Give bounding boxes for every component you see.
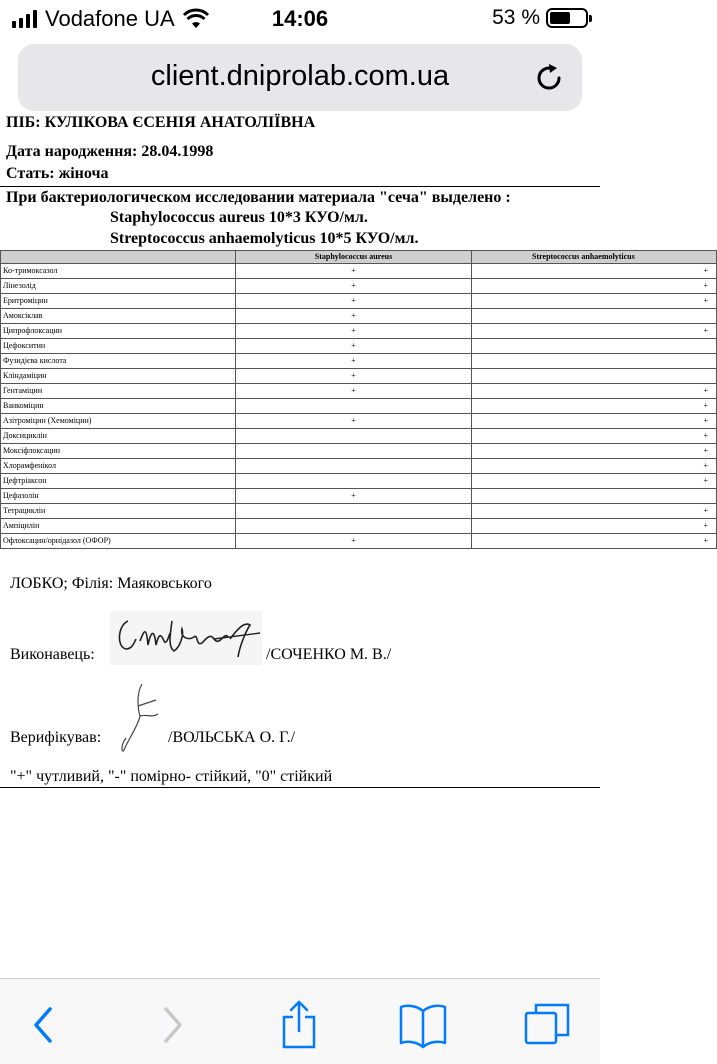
strep-result: + xyxy=(472,399,717,414)
staph-result: + xyxy=(236,414,472,429)
patient-name-line: ПІБ: КУЛІКОВА ЄСЕНІЯ АНАТОЛІЇВНА xyxy=(6,114,316,131)
table-header: Streptococcus anhaemolyticus xyxy=(472,251,717,264)
staph-result xyxy=(236,474,472,489)
strep-result: + xyxy=(472,429,717,444)
antibiotic-name: Лінезолід xyxy=(1,279,236,294)
antibiogram-table xyxy=(0,250,717,549)
organism-1: Staphylococcus aureus 10*3 КУО/мл. xyxy=(110,209,368,226)
status-bar xyxy=(0,0,600,38)
chevron-right-icon[interactable] xyxy=(148,1001,198,1049)
reload-icon[interactable] xyxy=(532,61,566,95)
finding-text: При бактериологическом исследовании материала "сеча" выделено : xyxy=(6,189,511,206)
staph-result: + xyxy=(236,384,472,399)
antibiotic-name: Еритроміцин xyxy=(1,294,236,309)
antibiotic-name: Гентаміцин xyxy=(1,384,236,399)
strep-result: + xyxy=(472,414,717,429)
performer-name: /СОЧЕНКО М. В./ xyxy=(266,646,392,663)
browser-toolbar xyxy=(0,978,600,1064)
strep-result xyxy=(472,489,717,504)
performer-label: Виконавець: xyxy=(10,646,95,663)
table-row xyxy=(1,309,717,324)
staph-result: + xyxy=(236,369,472,384)
table-row xyxy=(1,399,717,414)
table-header-row xyxy=(1,251,717,264)
strep-result: + xyxy=(472,534,717,549)
staph-result xyxy=(236,399,472,414)
antibiotic-name: Ампіцилін xyxy=(1,519,236,534)
strep-result: + xyxy=(472,294,717,309)
table-row xyxy=(1,519,717,534)
antibiotic-name: Азітроміцин (Хемоміцин) xyxy=(1,414,236,429)
antibiotic-name: Цефазолін xyxy=(1,489,236,504)
antibiotic-name: Тетрациклін xyxy=(1,504,236,519)
staph-result: + xyxy=(236,339,472,354)
strep-result: + xyxy=(472,474,717,489)
table-row xyxy=(1,339,717,354)
staph-result xyxy=(236,519,472,534)
table-row xyxy=(1,279,717,294)
divider xyxy=(0,186,600,187)
birth-date: Дата народження: 28.04.1998 xyxy=(6,143,214,160)
battery-percent: 53 % xyxy=(492,6,540,29)
table-header xyxy=(1,251,236,264)
address-bar[interactable] xyxy=(18,44,582,111)
table-row xyxy=(1,264,717,279)
sex: Стать: жіноча xyxy=(6,165,109,182)
table-row xyxy=(1,354,717,369)
strep-result: + xyxy=(472,519,717,534)
staph-result: + xyxy=(236,294,472,309)
lab-report xyxy=(0,114,708,978)
table-row xyxy=(1,444,717,459)
table-row xyxy=(1,324,717,339)
url-text[interactable]: client.dniprolab.com.ua xyxy=(150,60,450,92)
table-row xyxy=(1,414,717,429)
verifier-label: Верифікував: xyxy=(10,729,102,746)
strep-result: + xyxy=(472,459,717,474)
sensitivity-legend: "+" чутливий, "-" помірно- стійкий, "0" стійкий xyxy=(10,768,333,785)
strep-result: + xyxy=(472,279,717,294)
antibiotic-name: Цефтріаксон xyxy=(1,474,236,489)
chevron-left-icon[interactable] xyxy=(18,1001,68,1049)
strep-result xyxy=(472,369,717,384)
table-row xyxy=(1,489,717,504)
battery-indicator xyxy=(492,6,588,30)
staph-result: + xyxy=(236,264,472,279)
table-header: Staphylococcus aureus xyxy=(236,251,472,264)
divider xyxy=(0,787,600,788)
antibiotic-name: Ко-тримоксазол xyxy=(1,264,236,279)
antibiotic-name: Моксіфлоксацин xyxy=(1,444,236,459)
branch-info: ЛОБКО; Філія: Маяковського xyxy=(10,575,212,592)
antibiotic-name: Кліндаміцин xyxy=(1,369,236,384)
staph-result: + xyxy=(236,324,472,339)
antibiotic-name: Хлорамфенікол xyxy=(1,459,236,474)
table-row xyxy=(1,369,717,384)
antibiotic-name: Фузидієва кислота xyxy=(1,354,236,369)
staph-result xyxy=(236,429,472,444)
table-row xyxy=(1,294,717,309)
strep-result: + xyxy=(472,324,717,339)
staph-result: + xyxy=(236,279,472,294)
table-row xyxy=(1,459,717,474)
organism-2: Streptococcus anhaemolyticus 10*5 КУО/мл. xyxy=(110,230,419,247)
staph-result xyxy=(236,459,472,474)
share-icon[interactable] xyxy=(274,1001,324,1049)
book-icon[interactable] xyxy=(398,1001,448,1049)
antibiotic-name: Амоксіклав xyxy=(1,309,236,324)
antibiotic-name: Ципрофлоксацин xyxy=(1,324,236,339)
antibiotic-name: Офлоксацин/орнідазол (ОФОР) xyxy=(1,534,236,549)
staph-result xyxy=(236,504,472,519)
carrier-name: Vodafone UA xyxy=(45,6,175,31)
table-row xyxy=(1,429,717,444)
verifier-name: /ВОЛЬСЬКА О. Г./ xyxy=(168,729,296,746)
antibiotic-name: Цефокситин xyxy=(1,339,236,354)
strep-result: + xyxy=(472,444,717,459)
tabs-icon[interactable] xyxy=(522,1001,572,1049)
antibiotic-name: Доксициклін xyxy=(1,429,236,444)
staph-result: + xyxy=(236,354,472,369)
strep-result: + xyxy=(472,504,717,519)
table-row xyxy=(1,504,717,519)
performer-signature xyxy=(110,611,262,665)
strep-result xyxy=(472,339,717,354)
verifier-signature xyxy=(116,680,166,756)
battery-icon xyxy=(546,8,588,28)
staph-result xyxy=(236,444,472,459)
staph-result: + xyxy=(236,309,472,324)
table-row xyxy=(1,384,717,399)
clock: 14:06 xyxy=(271,6,329,31)
strep-result xyxy=(472,309,717,324)
antibiotic-name: Ванкоміцин xyxy=(1,399,236,414)
table-row xyxy=(1,534,717,549)
strep-result: + xyxy=(472,264,717,279)
table-row xyxy=(1,474,717,489)
strep-result xyxy=(472,354,717,369)
staph-result: + xyxy=(236,534,472,549)
strep-result: + xyxy=(472,384,717,399)
staph-result: + xyxy=(236,489,472,504)
